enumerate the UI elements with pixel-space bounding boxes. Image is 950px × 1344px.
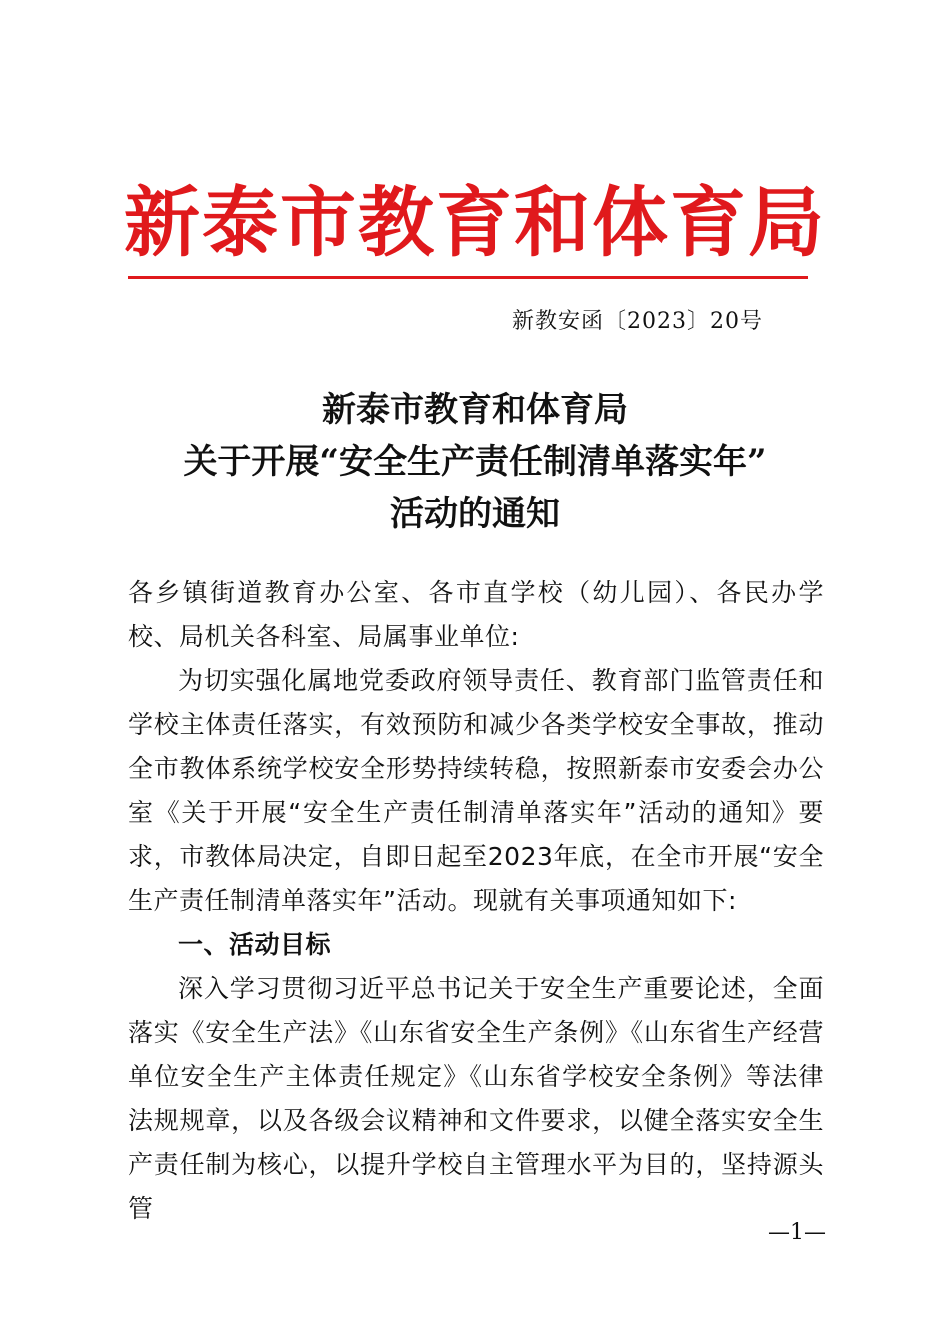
notice-body — [128, 571, 824, 1231]
title-line-3: 活动的通知 — [390, 494, 560, 534]
title-line-2: 关于开展“安全生产责任制清单落实年” — [183, 442, 767, 482]
section-heading-goals: 一、活动目标 — [178, 930, 332, 959]
paragraph-intro: 为切实强化属地党委政府领导责任、教育部门监管责任和学校主体责任落实，有效预防和减少各类学校安全事故，推动全市教体系统学校安全形势持续转稳，按照新泰市安委会办公室《关于开展“安全生产责任制清单落实年”活动的通知》要求，市教体局决定，自即日起至2023年底，在全市开展“安全生产责任制清单落实年”活动。现就有关事项通知如下: — [128, 666, 824, 915]
paragraph-goals: 深入学习贯彻习近平总书记关于安全生产重要论述，全面落实《安全生产法》《山东省安全生产条例》《山东省生产经营单位安全生产主体责任规定》《山东省学校安全条例》等法律法规规章，以及各级会议精神和文件要求，以健全落实安全生产责任制为核心，以提升学校自主管理水平为目的，坚持源头管 — [128, 974, 824, 1223]
title-line-1: 新泰市教育和体育局 — [322, 390, 628, 430]
org-masthead: 新泰市教育和体育局 — [124, 178, 826, 267]
header-red-rule — [128, 276, 808, 279]
addressee: 各乡镇街道教育办公室、各市直学校（幼儿园）、各民办学校、局机关各科室、局属事业单位: — [128, 578, 824, 651]
notice-title — [0, 384, 950, 540]
page-number: —1— — [768, 1220, 826, 1245]
document-number: 新教安函〔2023〕20号 — [512, 309, 763, 334]
